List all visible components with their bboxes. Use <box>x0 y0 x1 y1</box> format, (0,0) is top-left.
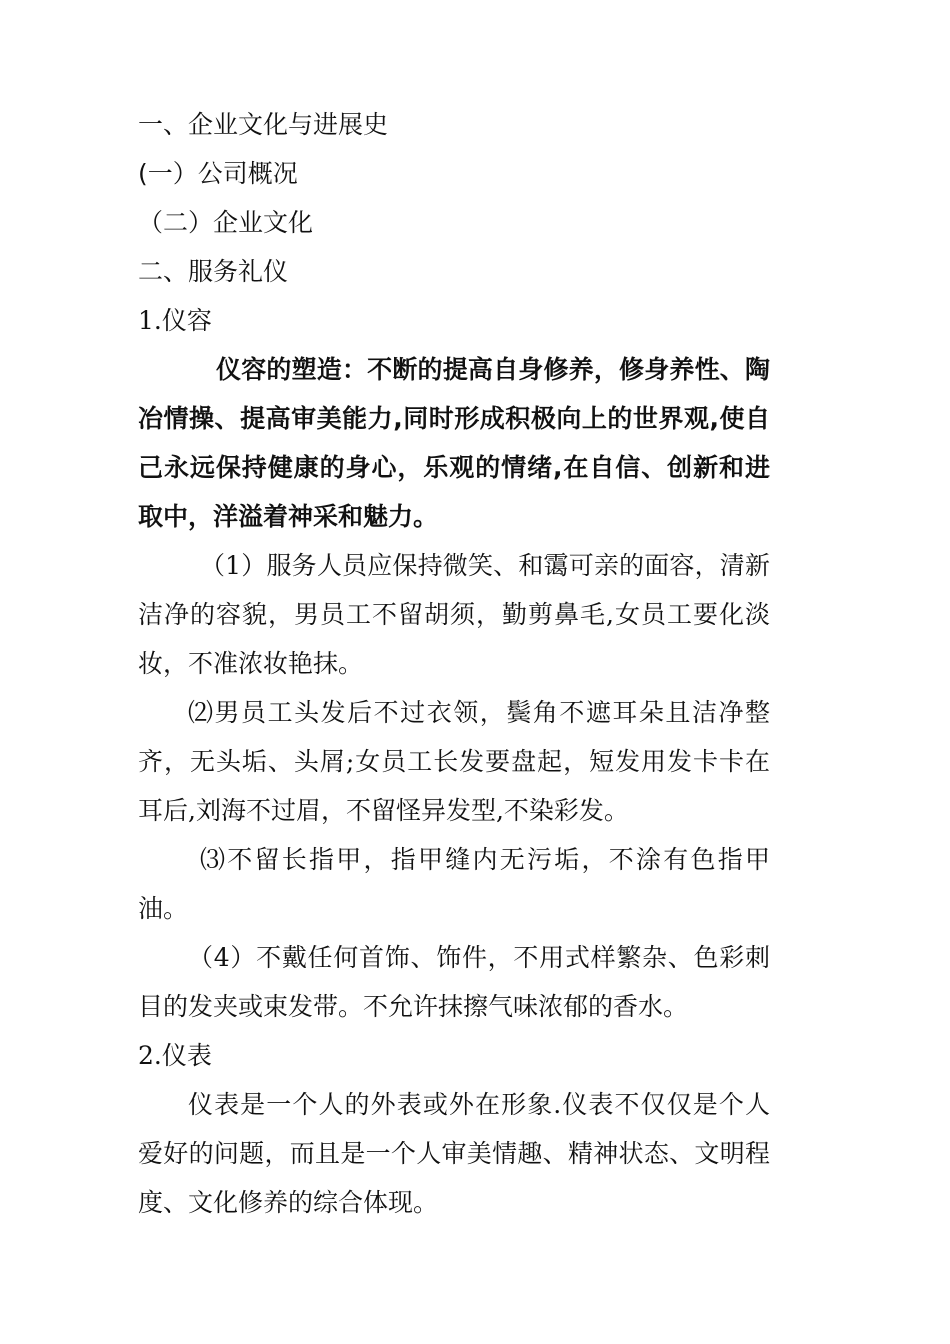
paragraph-item-2: ⑵男员工头发后不过衣领，鬓角不遮耳朵且洁净整齐，无头垢、头屑;女员工长发要盘起，短发用发卡卡在耳后,刘海不过眉，不留怪异发型,不染彩发。 <box>138 698 770 825</box>
document-body <box>138 100 770 1227</box>
paragraph-appearance-intro: 仪容的塑造：不断的提高自身修养，修身养性、陶冶情操、提高审美能力,同时形成积极向上的世界观,使自己永远保持健康的身心，乐观的情绪,在自信、创新和进取中，洋溢着神采和魅力。 <box>138 355 770 531</box>
paragraph-deportment: 仪表是一个人的外表或外在形象.仪表不仅仅是个人爱好的问题，而且是一个人审美情趣、精神状态、文明程度、文化修养的综合体现。 <box>138 1090 770 1217</box>
subsection-heading-corporate-culture: （二）企业文化 <box>138 208 314 237</box>
subheading-deportment: 2.仪表 <box>138 1041 212 1070</box>
subsection-heading-company-overview: (一）公司概况 <box>138 159 298 188</box>
paragraph-item-4: （4）不戴任何首饰、饰件，不用式样繁杂、色彩刺目的发夹或束发带。不允许抹擦气味浓郁的香水。 <box>138 943 770 1021</box>
paragraph-item-1: （1）服务人员应保持微笑、和霭可亲的面容，清新洁净的容貌，男员工不留胡须，勤剪鼻毛,女员工要化淡妆，不准浓妆艳抹。 <box>138 551 770 678</box>
section-heading-2: 二、服务礼仪 <box>138 257 289 286</box>
section-heading-1: 一、企业文化与进展史 <box>138 110 389 139</box>
paragraph-item-3: ⑶不留长指甲，指甲缝内无污垢，不涂有色指甲油。 <box>138 845 770 923</box>
subheading-appearance: 1.仪容 <box>138 306 212 335</box>
